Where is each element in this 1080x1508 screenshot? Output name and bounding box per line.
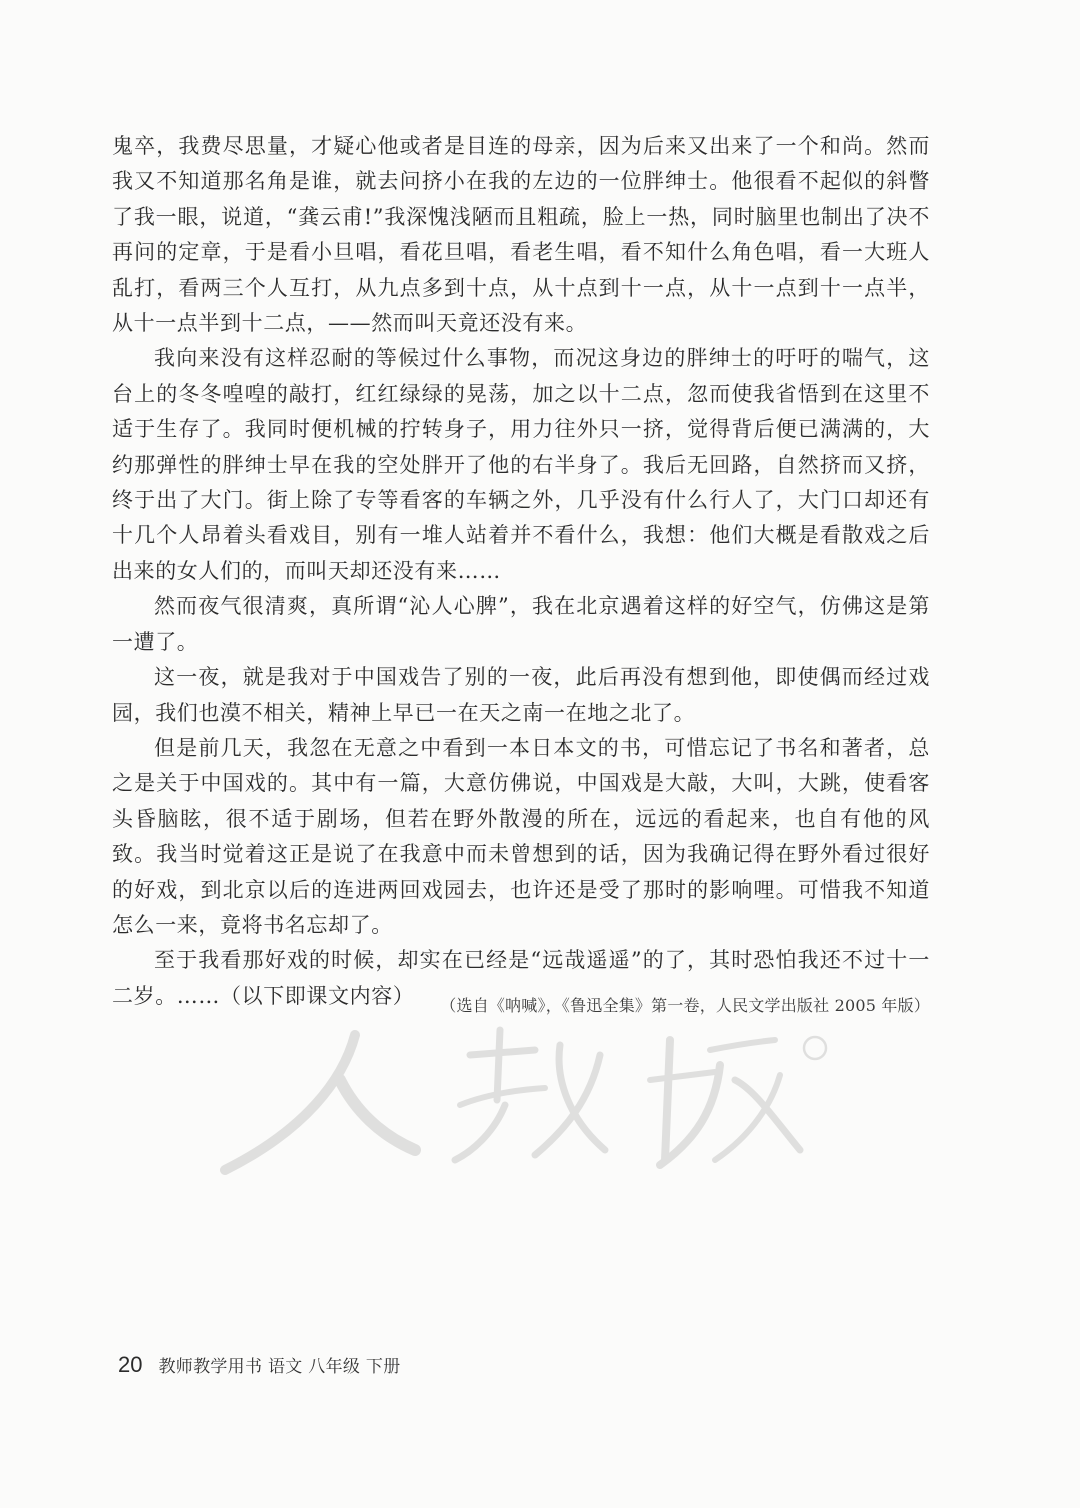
- page-footer: [118, 1352, 401, 1378]
- source-citation: （选自《呐喊》，《鲁迅全集》第一卷，人民文学出版社 2005 年版）: [440, 996, 930, 1015]
- paragraph-5: 但是前几天，我忽在无意之中看到一本日本文的书，可惜忘记了书名和著者，总之是关于中国戏的。其中有一篇，大意仿佛说，中国戏是大敲，大叫，大跳，使看客头昏脑眩，很不适于剧场，但若在野外散漫的所在，远远的看起来，也自有他的风致。我当时觉着这正是说了在我意中而未曾想到的话，因为我确记得在野外看过很好的好戏，到北京以后的连进两回戏园去，也许还是受了那时的影响哩。可惜我不知道怎么一来，竟将书名忘却了。: [112, 735, 930, 937]
- page-number: 20: [118, 1352, 143, 1377]
- paragraph-3: 然而夜气很清爽，真所谓“沁人心脾”，我在北京遇着这样的好空气，仿佛这是第一遭了。: [112, 594, 930, 654]
- paragraph-6: 至于我看那好戏的时候，却实在已经是“远哉遥遥”的了，其时恐怕我还不过十一二岁。……（以下即课文内容）: [112, 948, 930, 1008]
- book-title: 教师教学用书 语文 八年级 下册: [158, 1357, 401, 1377]
- publisher-watermark-logo: [215, 1010, 855, 1180]
- paragraph-4: 这一夜，就是我对于中国戏告了别的一夜，此后再没有想到他，即使偶而经过戏园，我们也漠不相关，精神上早已一在天之南一在地之北了。: [112, 665, 930, 725]
- body-text: [112, 129, 930, 1014]
- paragraph-2: 我向来没有这样忍耐的等候过什么事物，而况这身边的胖绅士的吁吁的喘气，这台上的冬冬喤喤的敲打，红红绿绿的晃荡，加之以十二点，忽而使我省悟到在这里不适于生存了。我同时便机械的拧转身子，用力往外只一挤，觉得背后便已满满的，大约那弹性的胖绅士早在我的空处胖开了他的右半身了。我后无回路，自然挤而又挤，终于出了大门。街上除了专等看客的车辆之外，几乎没有什么行人了，大门口却还有十几个人昂着头看戏目，别有一堆人站着并不看什么，我想：他们大概是看散戏之后出来的女人们的，而叫天却还没有来……: [112, 346, 930, 583]
- paragraph-1: 鬼卒，我费尽思量，才疑心他或者是目连的母亲，因为后来又出来了一个和尚。然而我又不知道那名角是谁，就去问挤小在我的左边的一位胖绅士。他很看不起似的斜瞥了我一眼，说道，“龚云甫!”我深愧浅陋而且粗疏，脸上一热，同时脑里也制出了决不再问的定章，于是看小旦唱，看花旦唱，看老生唱，看不知什么角色唱，看一大班人乱打，看两三个人互打，从九点多到十点，从十点到十一点，从十一点到十一点半，从十一点半到十二点，——然而叫天竟还没有来。: [112, 134, 930, 336]
